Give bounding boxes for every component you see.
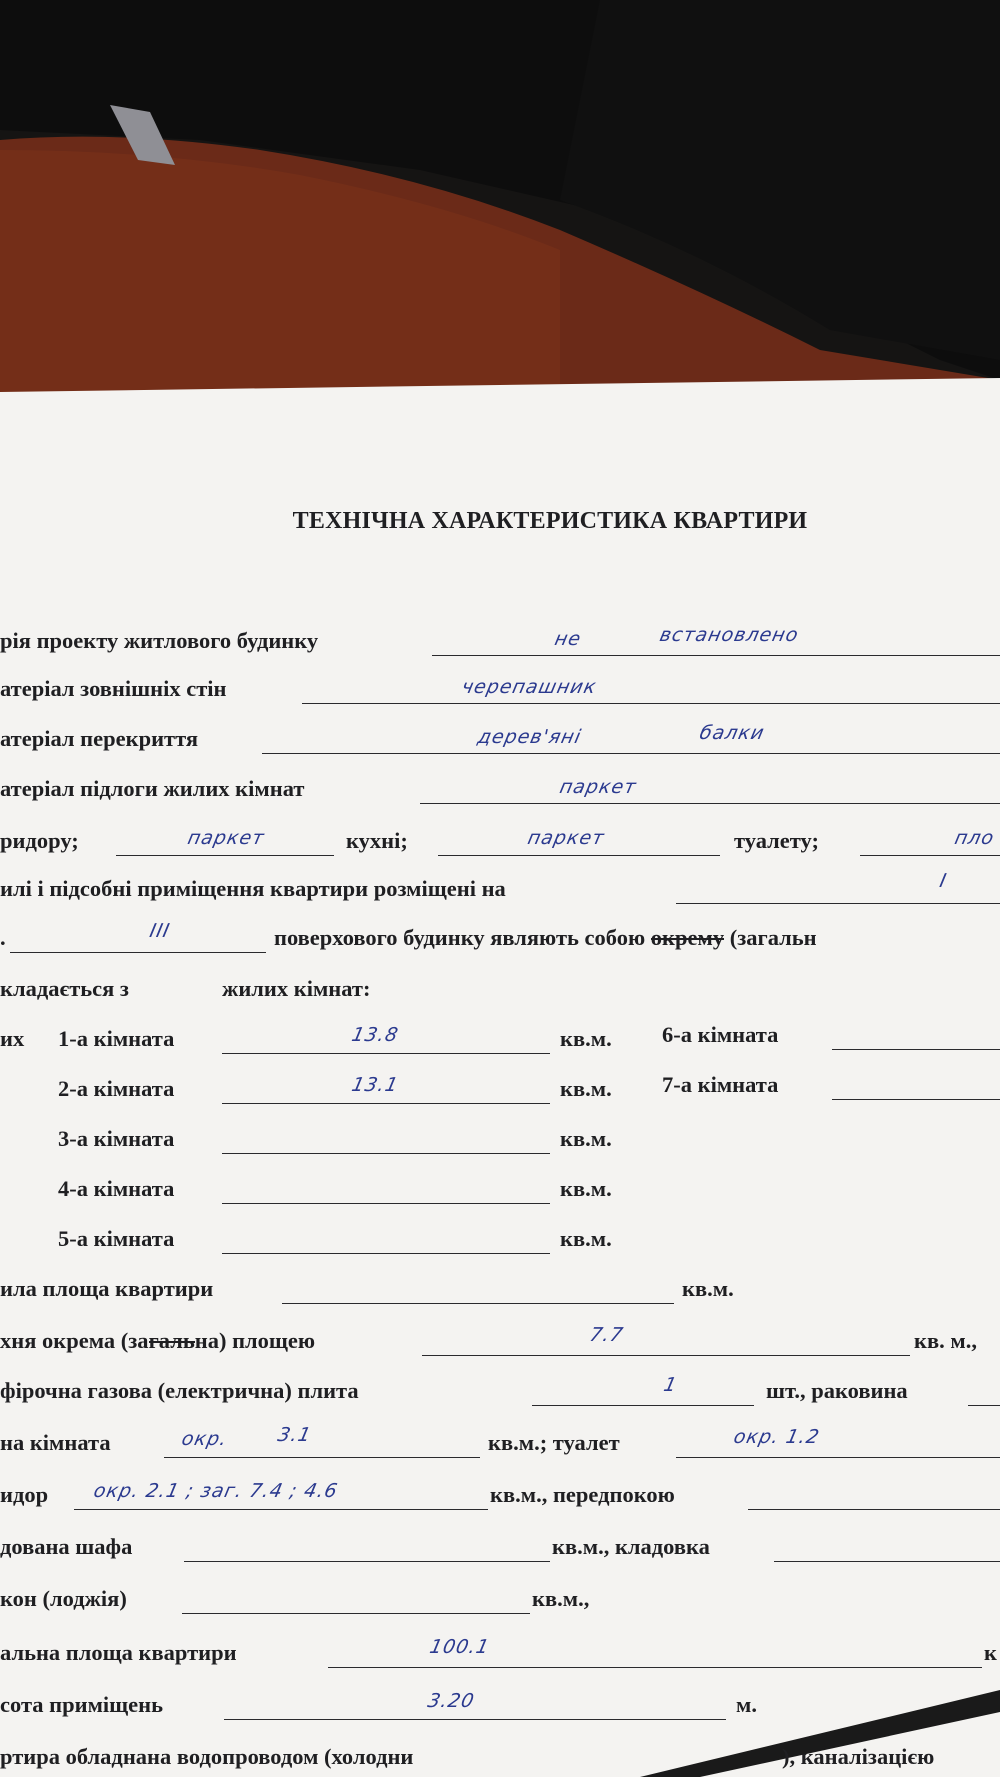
kitchen-area-label <box>0 1328 315 1354</box>
storeys-underline <box>10 952 266 953</box>
series-label: рія проекту житлового будинку <box>0 628 319 653</box>
toilet-value: пло <box>952 827 997 849</box>
toilet-area-value: окр. 1.2 <box>731 1426 822 1448</box>
storeys-text-2: (загальн <box>729 925 817 950</box>
room-2-unit: кв.м. <box>560 1076 612 1101</box>
corr-area-underline <box>74 1509 488 1510</box>
height-unit: м. <box>736 1692 757 1717</box>
room-6-underline <box>832 1049 1000 1050</box>
toilet-underline <box>860 855 1000 856</box>
room-1-label: 1-а кімната <box>58 1026 175 1051</box>
room-7-label: 7-а кімната <box>662 1072 779 1097</box>
storeys-strike: окрему <box>650 925 725 950</box>
document-title: ТЕХНІЧНА ХАРАКТЕРИСТИКА КВАРТИРИ <box>292 508 808 534</box>
walls-underline <box>302 703 1000 704</box>
floor-underline <box>420 803 1000 804</box>
total-living-unit: кв.м. <box>682 1276 734 1301</box>
kitchen-area-unit: кв. м., <box>914 1328 977 1353</box>
consists-label-2: жилих кімнат: <box>222 976 371 1001</box>
toilet-label: туалету; <box>734 828 819 853</box>
corr-area-unit: кв.м., передпокою <box>490 1482 675 1507</box>
total-unit: к <box>984 1640 997 1665</box>
kitchen-area-value: 7.7 <box>587 1324 626 1346</box>
corridor-underline <box>116 855 334 856</box>
water-label-2: ), каналізацією <box>782 1744 935 1769</box>
height-label: сота приміщень <box>0 1692 164 1717</box>
corr-area-label: идор <box>0 1482 49 1507</box>
floor-value: паркет <box>557 776 639 798</box>
stove-value: 1 <box>661 1374 680 1396</box>
total-label: альна площа квартири <box>0 1640 237 1665</box>
room-3-underline <box>222 1153 550 1154</box>
total-value: 100.1 <box>427 1636 492 1658</box>
height-underline <box>224 1719 726 1720</box>
storeys-prefix: . <box>0 925 6 950</box>
bath-value-1: окр. <box>179 1428 230 1450</box>
room-4-label: 4-а кімната <box>58 1176 175 1201</box>
balcony-label: кон (лоджія) <box>0 1586 127 1611</box>
total-living-underline <box>282 1303 674 1304</box>
stove-underline <box>532 1405 754 1406</box>
room-2-value: 13.1 <box>349 1074 401 1096</box>
wardrobe-label: дована шафа <box>0 1534 133 1559</box>
located-underline <box>676 903 1000 904</box>
pantry-underline <box>774 1561 1000 1562</box>
room-1-value: 13.8 <box>349 1024 401 1046</box>
total-living-label: ила площа квартири <box>0 1276 214 1301</box>
consists-label: кладається з <box>0 976 129 1001</box>
room-5-underline <box>222 1253 550 1254</box>
toilet-area-underline <box>676 1457 1000 1458</box>
located-value: I <box>937 870 949 892</box>
walls-value: черепашник <box>459 676 599 698</box>
room-7-underline <box>832 1099 1000 1100</box>
sink-underline <box>968 1405 1000 1406</box>
corridor-value: паркет <box>185 827 267 849</box>
wardrobe-underline <box>184 1561 550 1562</box>
room-1-unit: кв.м. <box>560 1026 612 1051</box>
water-label: ртира обладнана водопроводом (холодни <box>0 1744 414 1769</box>
room-3-unit: кв.м. <box>560 1126 612 1151</box>
kitchen-area-label-2: на) площею <box>194 1328 316 1353</box>
bath-label: на кімната <box>0 1430 111 1455</box>
kitchen-area-strike: галь <box>148 1328 195 1353</box>
total-underline <box>328 1667 982 1668</box>
storeys-text-1: поверхового будинку являють собою <box>274 925 646 950</box>
storeys-value: III <box>147 920 173 942</box>
series-value-2: встановлено <box>657 624 801 646</box>
kitchen-label: кухні; <box>346 828 408 853</box>
storeys-text <box>274 925 817 951</box>
stove-label: фірочна газова (електрична) плита <box>0 1378 359 1403</box>
kitchen-value: паркет <box>525 827 607 849</box>
kitchen-area-underline <box>422 1355 910 1356</box>
corridor-label: ридору; <box>0 828 79 853</box>
bath-value-2: 3.1 <box>275 1424 314 1446</box>
room-1-underline <box>222 1053 550 1054</box>
stove-unit: шт., раковина <box>766 1378 908 1403</box>
walls-label: атеріал зовнішніх стін <box>0 676 227 701</box>
kitchen-area-label-1: хня окрема (за <box>0 1328 149 1353</box>
room-5-unit: кв.м. <box>560 1226 612 1251</box>
series-value-1: не <box>552 628 584 650</box>
wardrobe-unit: кв.м., кладовка <box>552 1534 710 1559</box>
series-underline <box>432 655 1000 656</box>
bath-unit: кв.м.; туалет <box>488 1430 620 1455</box>
ceiling-value-1: дерев'яні <box>475 726 584 748</box>
ceiling-label: атеріал перекриття <box>0 726 199 751</box>
room-4-unit: кв.м. <box>560 1176 612 1201</box>
balcony-unit: кв.м., <box>532 1586 590 1611</box>
room-5-label: 5-а кімната <box>58 1226 175 1251</box>
ceiling-value-2: балки <box>697 722 767 744</box>
living-prefix: их <box>0 1026 25 1051</box>
balcony-underline <box>182 1613 530 1614</box>
hallway-underline <box>748 1509 1000 1510</box>
ceiling-underline <box>262 753 1000 754</box>
room-3-label: 3-а кімната <box>58 1126 175 1151</box>
height-value: 3.20 <box>425 1690 477 1712</box>
floor-label: атеріал підлоги жилих кімнат <box>0 776 305 801</box>
room-2-label: 2-а кімната <box>58 1076 175 1101</box>
located-label: илі і підсобні приміщення квартири розміщені на <box>0 876 506 901</box>
room-6-label: 6-а кімната <box>662 1022 779 1047</box>
kitchen-underline <box>438 855 720 856</box>
room-4-underline <box>222 1203 550 1204</box>
corr-area-value: окр. 2.1 ; заг. 7.4 ; 4.6 <box>91 1480 341 1502</box>
bath-underline <box>164 1457 480 1458</box>
room-2-underline <box>222 1103 550 1104</box>
